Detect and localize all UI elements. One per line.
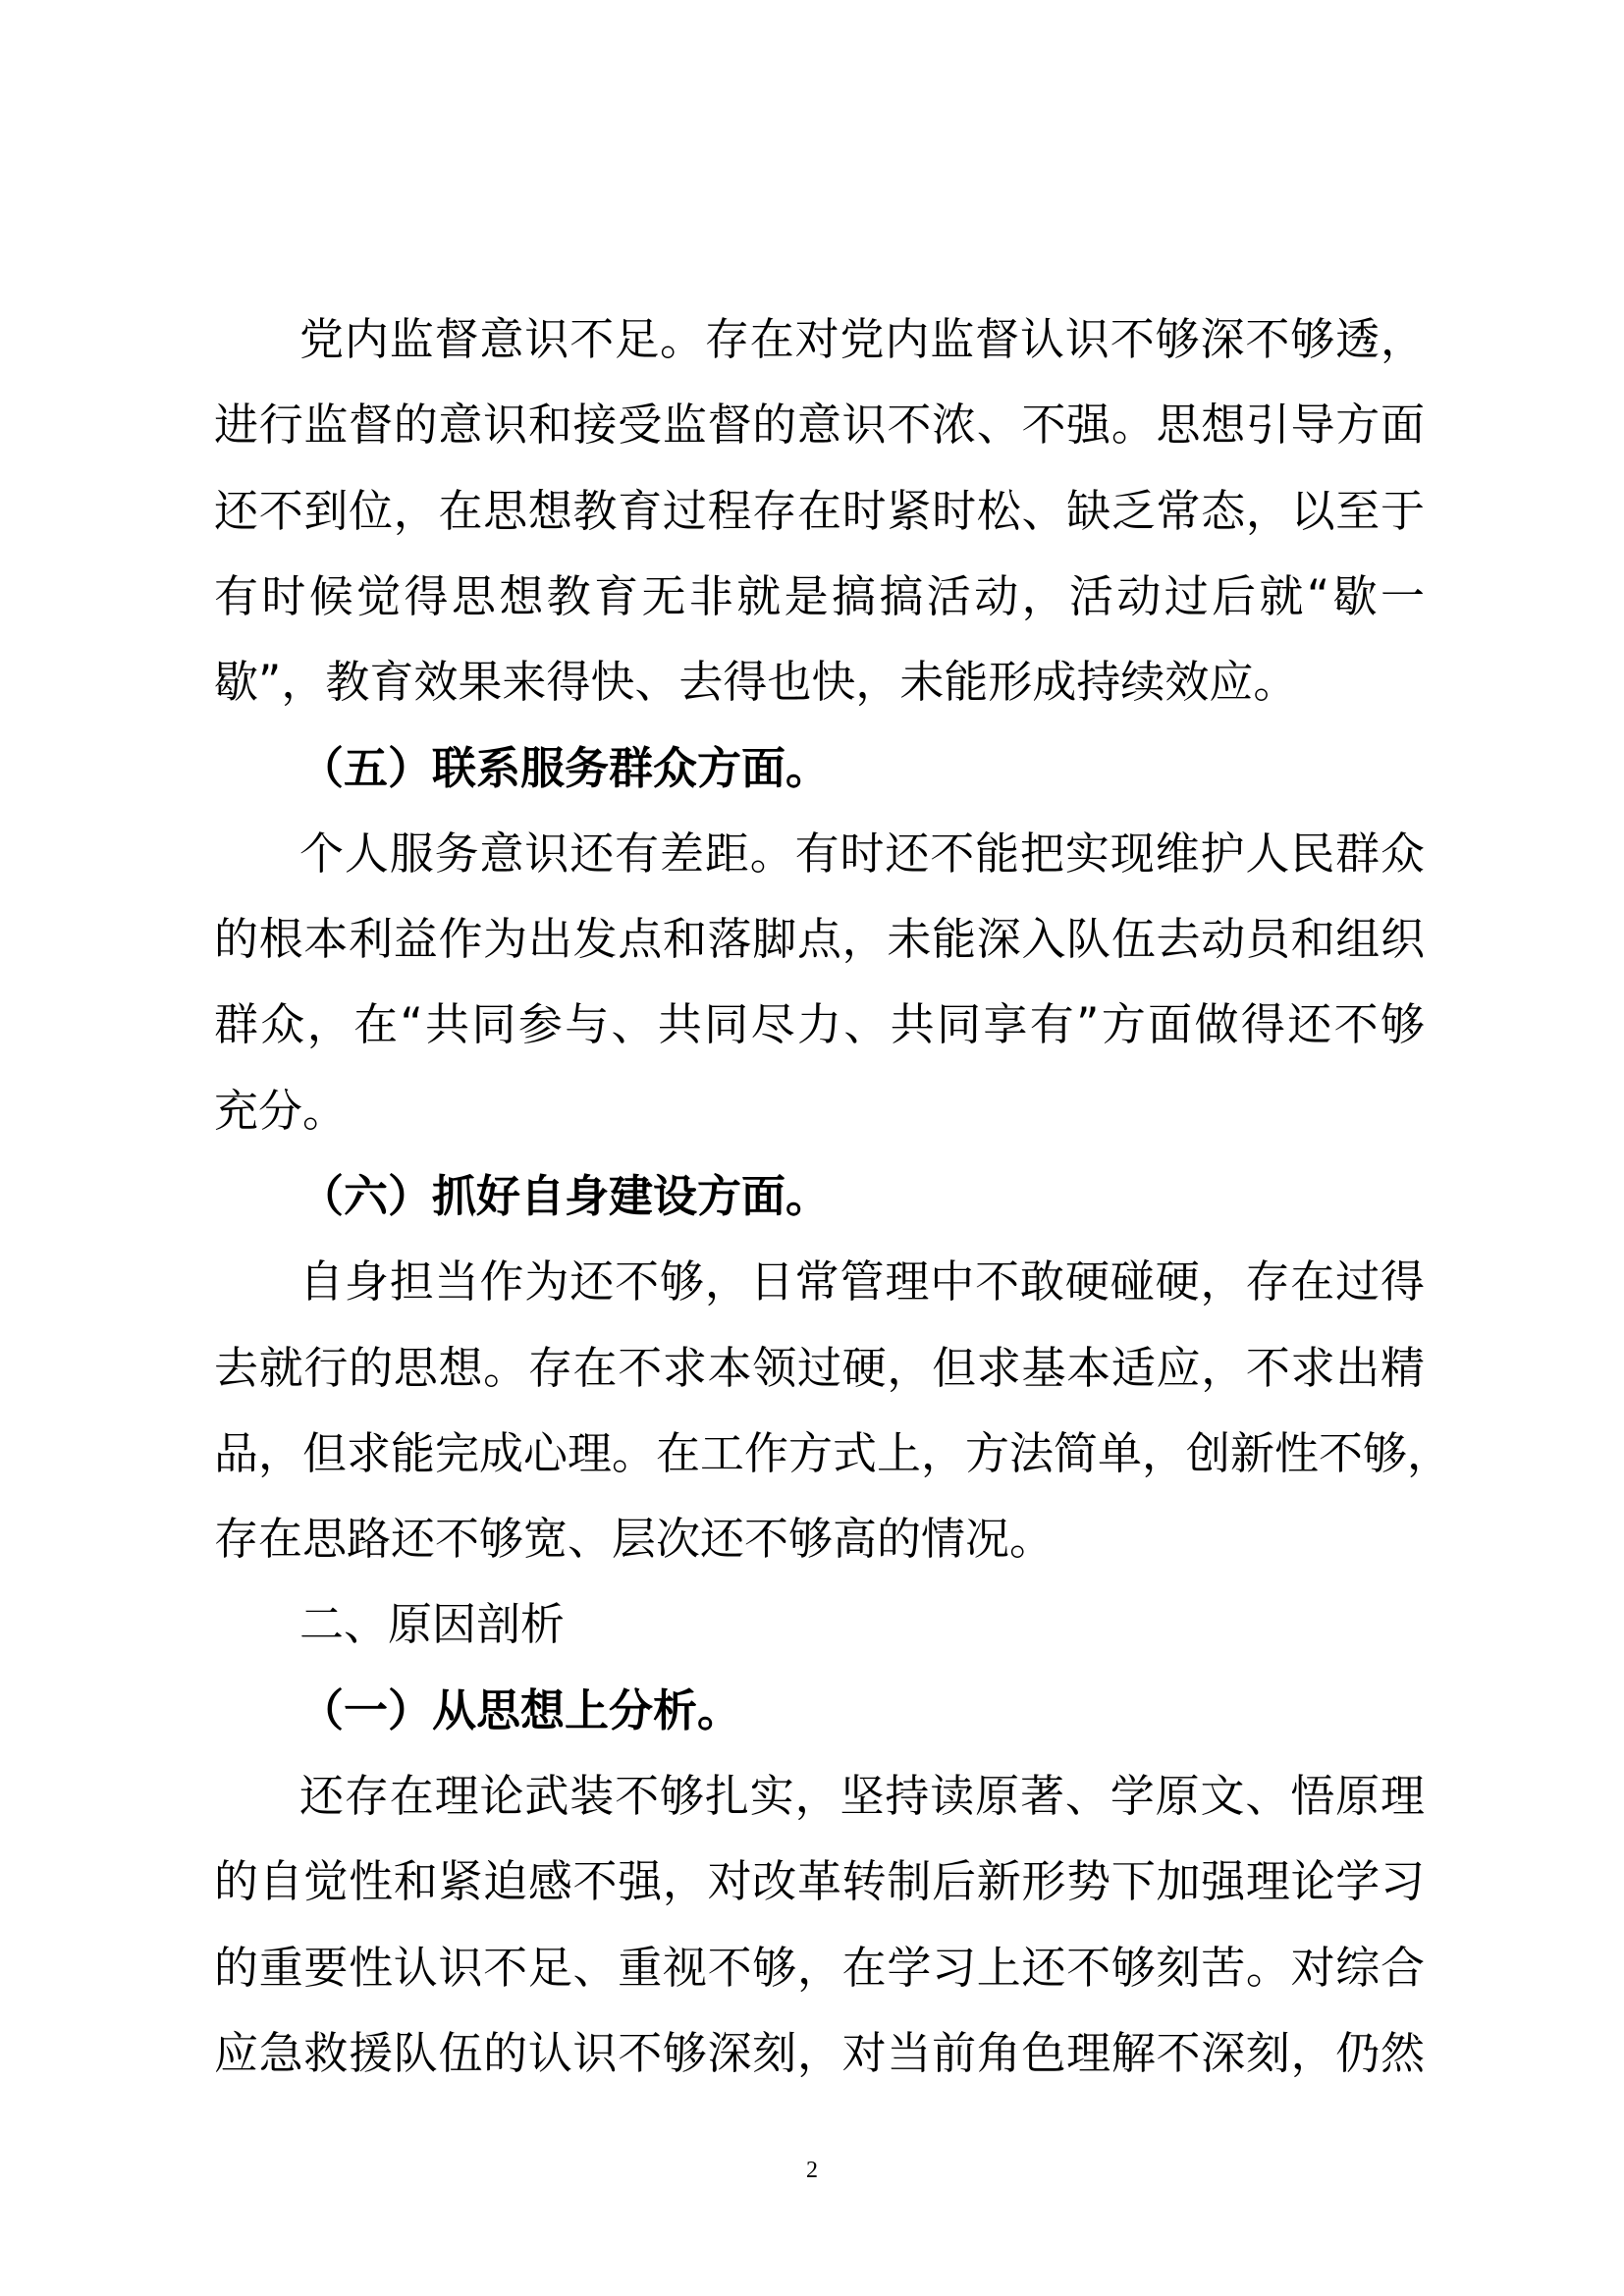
paragraph-line: 品，但求能完成心理。在工作方式上，方法简单，创新性不够， [214,1427,1452,1479]
section-heading: （一）从思想上分析。 [299,1684,742,1736]
section-heading: （五）联系服务群众方面。 [299,742,831,794]
paragraph-line: 存在思路还不够宽、层次还不够高的情况。 [214,1513,1055,1565]
paragraph-line: 进行监督的意识和接受监督的意识不浓、不强。思想引导方面 [214,399,1425,451]
paragraph-line: 的重要性认识不足、重视不够，在学习上还不够刻苦。对综合 [214,1942,1425,1994]
paragraph-line: 歇”，教育效果来得快、去得也快，未能形成持续效应。 [214,656,1298,708]
paragraph-line: 的根本利益作为出发点和落脚点，未能深入队伍去动员和组织 [214,913,1425,965]
paragraph-line: 有时候觉得思想教育无非就是搞搞活动，活动过后就“歇一 [214,570,1425,622]
paragraph-line: 党内监督意识不足。存在对党内监督认识不够深不够透， [299,313,1425,365]
paragraph-line: 自身担当作为还不够，日常管理中不敢硬碰硬，存在过得 [299,1255,1425,1308]
paragraph-line: 个人服务意识还有差距。有时还不能把实现维护人民群众 [299,828,1425,880]
paragraph-line: 去就行的思想。存在不求本领过硬，但求基本适应，不求出精 [214,1342,1425,1394]
page-number: 2 [806,2158,818,2183]
chapter-heading: 二、原因剖析 [299,1598,566,1650]
section-heading: （六）抓好自身建设方面。 [299,1170,831,1222]
paragraph-line: 还不到位，在思想教育过程存在时紧时松、缺乏常态，以至于 [214,485,1425,537]
paragraph-line: 充分。 [214,1085,348,1137]
paragraph-line: 群众，在“共同参与、共同尽力、共同享有”方面做得还不够 [214,998,1425,1050]
paragraph-line: 应急救援队伍的认识不够深刻，对当前角色理解不深刻，仍然 [214,2027,1425,2079]
paragraph-line: 还存在理论武装不够扎实，坚持读原著、学原文、悟原理 [299,1770,1425,1822]
paragraph-line: 的自觉性和紧迫感不强，对改革转制后新形势下加强理论学习 [214,1855,1425,1907]
